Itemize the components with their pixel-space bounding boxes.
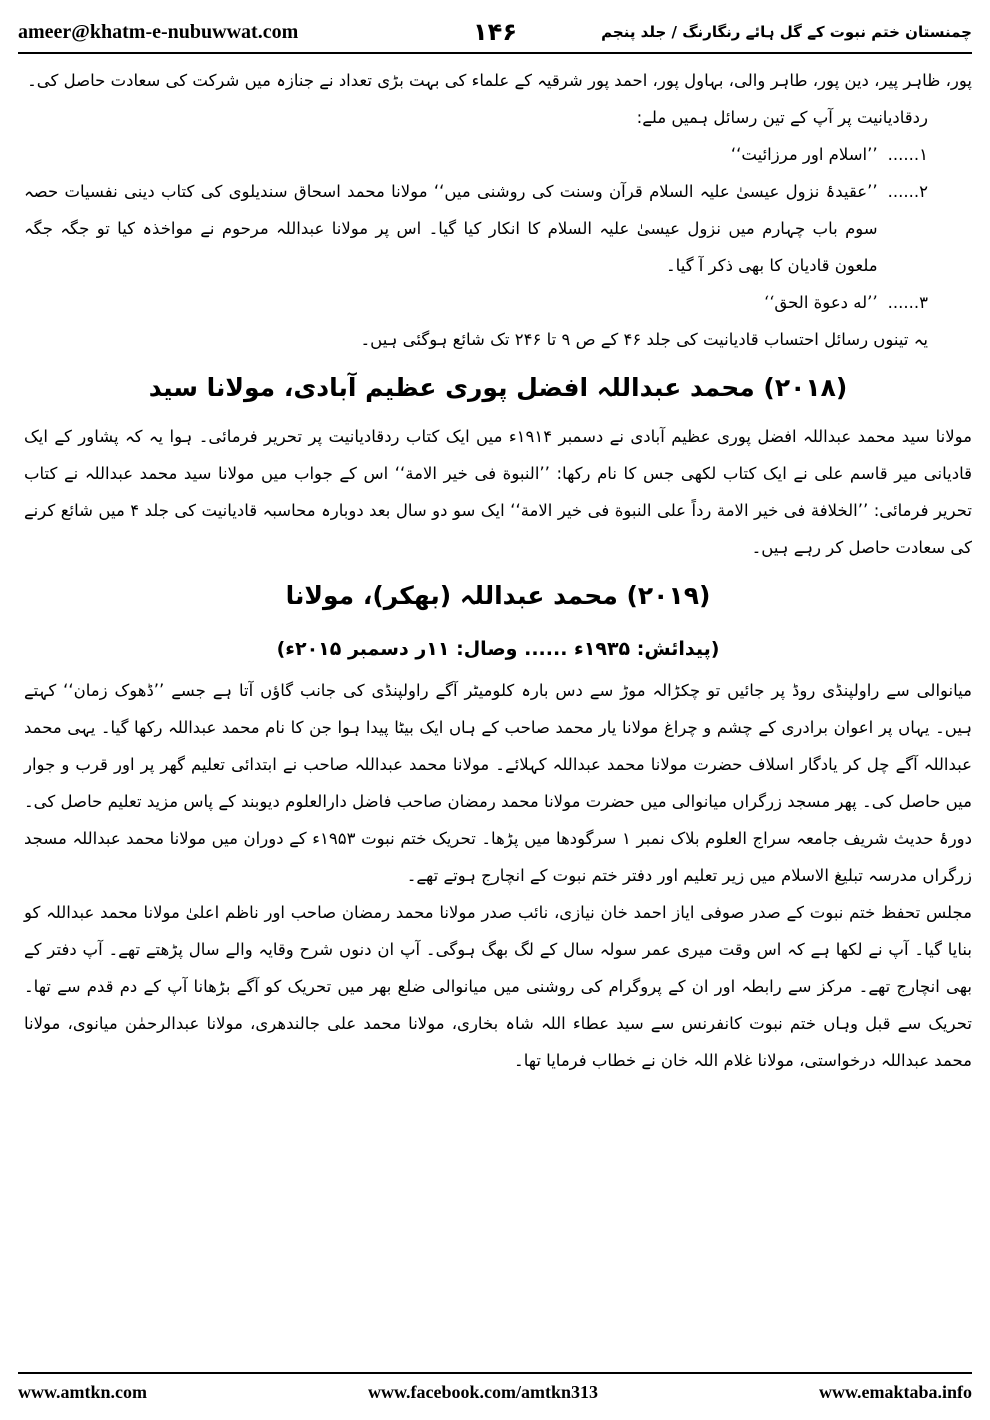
paragraph-publication: یہ تینوں رسائل احتساب قادیانیت کی جلد ۴۶ کے ص ۹ تا ۲۴۶ تک شائع ہوگئی ہیں۔ bbox=[360, 330, 928, 349]
list-number: ۳...... bbox=[887, 293, 928, 312]
paragraph-majlis: مجلس تحفظ ختم نبوت کے صدر صوفی ایاز احمد خان نیازی، نائب صدر مولانا محمد رمضان صاحب اور ناظم اعلیٰ مولانا محمد عبداللہ کو بنایا گیا۔ آپ نے لکھا ہے کہ اس وقت میری عمر سولہ سال کے لگ بھگ ہوگی۔ آپ ان دنوں شرح وقایہ والے سال پڑھتے تھے۔ آپ دفتر کے بھی انچارج تھے۔ مرکز سے رابطہ اور ان کے پروگرام کی روشنی میں میانوالی ضلع بھر میں تحریک کو آگے بڑھانا آپ کے دم قدم سے تھا۔ تحریک سے قبل وہاں ختم نبوت کانفرنس سے سید عطاء اللہ شاہ بخاری، مولانا محمد علی جالندھری، مولانا عبدالرحمٰن میانوی، مولانا محمد عبداللہ درخواستی، مولانا غلام اللہ خان نے خطاب فرمایا تھا۔ bbox=[24, 903, 972, 1070]
page-header bbox=[18, 12, 972, 54]
paragraph-treatises-intro: ردقادیانیت پر آپ کے تین رسائل ہمیں ملے: bbox=[636, 108, 928, 127]
list-item bbox=[24, 136, 972, 173]
paragraph-funeral: پور، ظاہر پیر، دین پور، طاہر والی، بہاول پور، احمد پور شرقیہ کے علماء کی بہت بڑی تعداد نے جنازہ میں شرکت کی سعادت حاصل کی۔ bbox=[27, 71, 972, 90]
list-text: ’’له دعوة الحق‘‘ bbox=[763, 293, 878, 312]
section-heading-2019: (۲۰۱۹) محمد عبداللہ (بھکر)، مولانا bbox=[285, 581, 711, 610]
paragraph-afzalpuri: مولانا سید محمد عبداللہ افضل پوری عظیم آبادی نے دسمبر ۱۹۱۴ء میں ایک کتاب ردقادیانیت پر تحریر فرمائی۔ ہوا یہ کہ پشاور کے ایک قادیانی میر قاسم علی نے ایک کتاب لکھی جس کا نام رکھا: ’’النبوة فی خیر الامة‘‘ اس کے جواب میں مولانا سید محمد عبداللہ نے کتاب تحریر فرمائی: ’’الخلافة فی خیر الامة رداً علی النبوة فی خیر الامة‘‘ ایک سو دو سال بعد دوبارہ محاسبہ قادیانیت کی جلد ۴ میں شائع کرنے کی سعادت حاصل کر رہے ہیں۔ bbox=[24, 427, 973, 557]
list-item bbox=[24, 173, 972, 284]
list-number: ۱...... bbox=[887, 145, 928, 164]
footer-facebook[interactable]: www.facebook.com/amtkn313 bbox=[367, 1381, 598, 1402]
paragraph-biography: میانوالی سے راولپنڈی روڈ پر جائیں تو چکڑالہ موڑ سے دس بارہ کلومیٹر آگے راولپنڈی کی جانب گاؤں آتا ہے جسے ’’ڈھوک زمان‘‘ کہتے ہیں۔ یہاں پر اعوان برادری کے چشم و چراغ مولانا یار محمد صاحب کے ہاں ایک بیٹا پیدا ہوا جن کا نام محمد عبداللہ رکھا گیا۔ یہی محمد عبداللہ آگے چل کر یادگار اسلاف حضرت مولانا محمد عبداللہ کہلائے۔ مولانا محمد عبداللہ صاحب نے ابتدائی تعلیم گھر پر اور قرب و جوار میں حاصل کی۔ پھر مسجد زرگراں میانوالی میں حضرت مولانا محمد رمضان صاحب فاضل دارالعلوم دیوبند کے پاس مزید تعلیم حاصل کی۔ دورۂ حدیث شریف جامعہ سراج العلوم بلاک نمبر ۱ سرگودھا میں پڑھا۔ تحریک ختم نبوت ۱۹۵۳ء کے دوران میں مولانا محمد عبداللہ مسجد زرگراں مدرسہ تبلیغ الاسلام میں زیر تعلیم اور دفتر ختم نبوت کے انچارج ہوتے تھے۔ bbox=[24, 681, 972, 885]
page-number: ۱۴۶ bbox=[473, 18, 517, 46]
section-heading-2018: (۲۰۱۸) محمد عبداللہ افضل پوری عظیم آبادی، مولانا سید bbox=[148, 373, 848, 402]
list-text: ’’عقیدۂ نزول عیسیٰ علیہ السلام قرآن وسنت کی روشنی میں‘‘ مولانا محمد اسحاق سندیلوی کی کتاب دینی نفسیات حصہ سوم باب چہارم میں نزول عیسیٰ علیہ السلام کا انکار کیا گیا۔ اس پر مولانا عبداللہ مرحوم نے مواخذہ کیا تو جگہ جگہ ملعون قادیان کا بھی ذکر آ گیا۔ bbox=[24, 182, 878, 275]
book-title: چمنستان ختم نبوت کے گل ہائے رنگارنگ / جلد پنجم bbox=[601, 23, 972, 41]
list-item bbox=[24, 284, 972, 321]
footer-website-amtkn[interactable]: www.amtkn.com bbox=[18, 1381, 147, 1402]
list-number: ۲...... bbox=[887, 182, 928, 201]
list-text: ’’اسلام اور مرزائیت‘‘ bbox=[730, 145, 878, 164]
header-email: ameer@khatm-e-nubuwwat.com bbox=[18, 20, 299, 43]
footer-website-emaktaba[interactable]: www.emaktaba.info bbox=[818, 1381, 972, 1402]
page-body bbox=[24, 62, 972, 1362]
page-footer bbox=[18, 1372, 972, 1410]
birth-death-dates: (پیدائش: ۱۹۳۵ء ...... وصال: ۱۱ر دسمبر ۲۰۱۵ء) bbox=[276, 638, 720, 660]
